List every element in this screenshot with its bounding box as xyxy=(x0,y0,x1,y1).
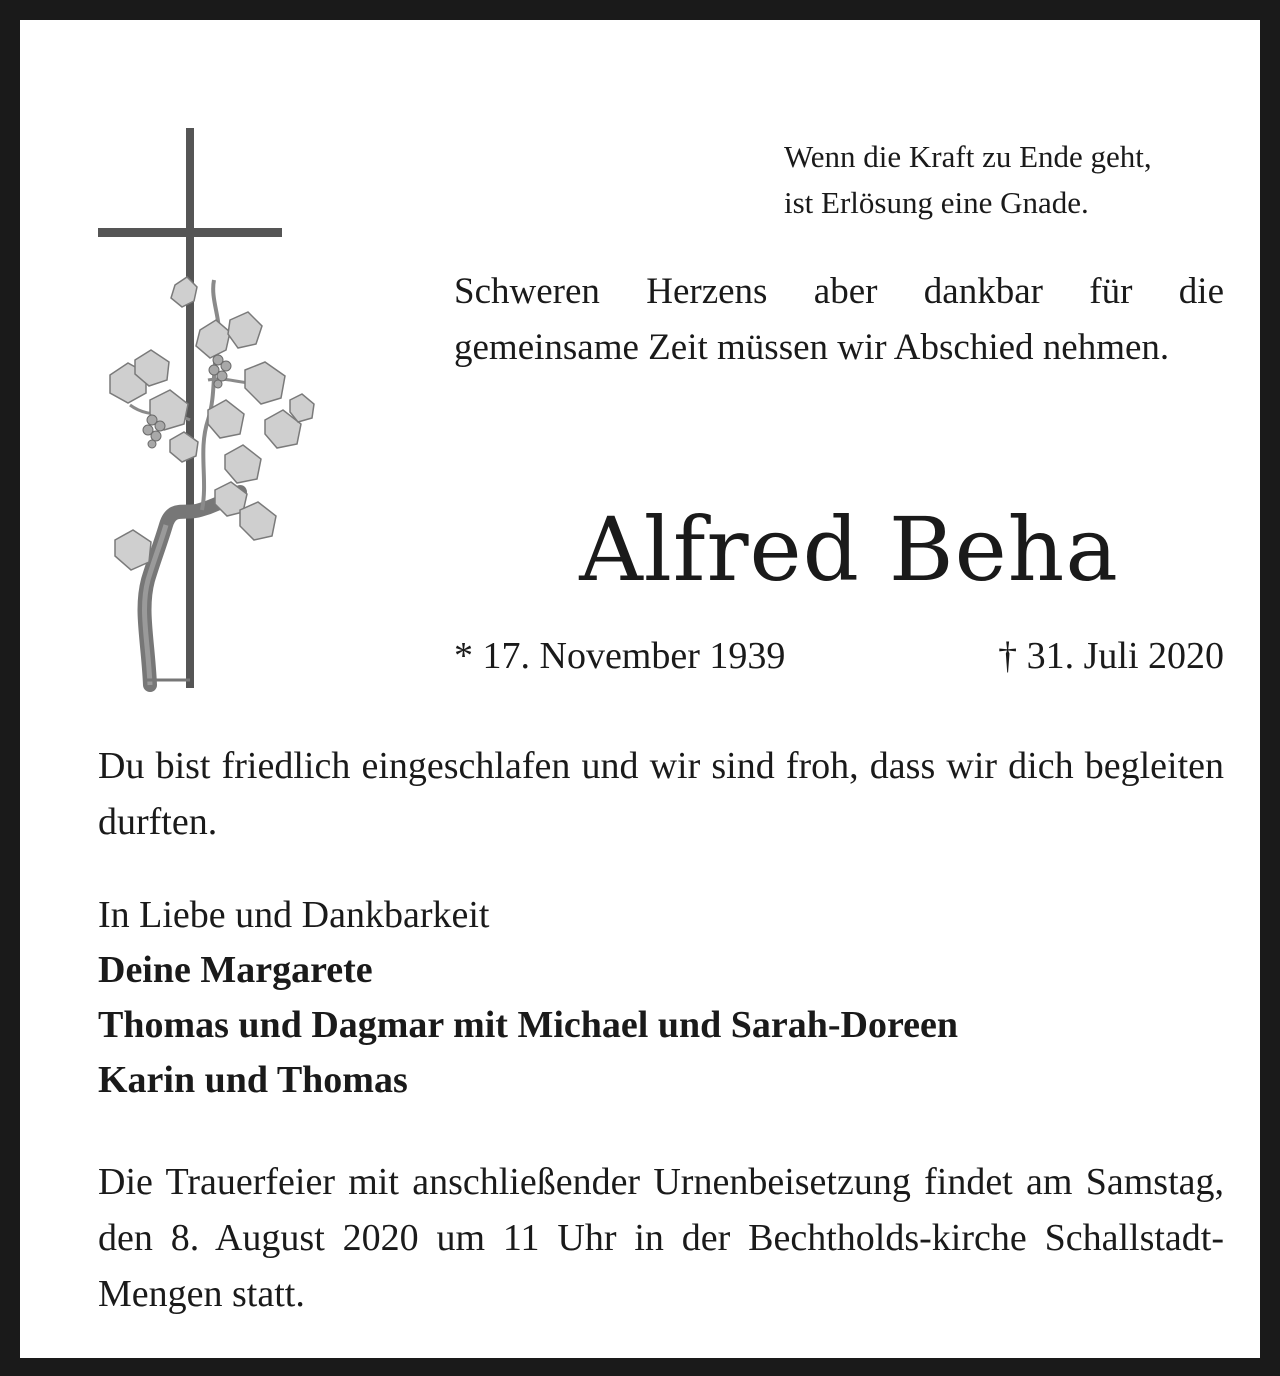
family-intro: In Liebe und Dankbarkeit xyxy=(98,894,490,936)
cross-with-vine-icon xyxy=(90,120,320,700)
deceased-name: Alfred Beha xyxy=(579,498,1119,601)
life-dates xyxy=(454,628,1224,684)
service-info: Die Trauerfeier mit anschließender Urnenbeisetzung findet am Samstag, den 8. August 2020 um 11 Uhr in der Bechtholds-kirche Schallstadt-Mengen statt. xyxy=(98,1161,1224,1315)
birth-date: * 17. November 1939 xyxy=(454,635,786,677)
family-signature xyxy=(98,888,1224,1108)
motto-quote xyxy=(784,134,1244,226)
family-member: Thomas und Dagmar mit Michael und Sarah-Doreen xyxy=(98,1004,958,1046)
farewell-text: Du bist friedlich eingeschlafen und wir sind froh, dass wir dich begleiten durften. xyxy=(98,745,1224,843)
family-member: Deine Margarete xyxy=(98,949,373,991)
motto-line-2: ist Erlösung eine Gnade. xyxy=(784,185,1089,220)
intro-text: Schweren Herzens aber dankbar für die gemeinsame Zeit müssen wir Abschied nehmen. xyxy=(454,271,1224,368)
motto-line-1: Wenn die Kraft zu Ende geht, xyxy=(784,139,1152,174)
family-member: Karin und Thomas xyxy=(98,1059,408,1101)
death-date: † 31. Juli 2020 xyxy=(998,635,1224,677)
